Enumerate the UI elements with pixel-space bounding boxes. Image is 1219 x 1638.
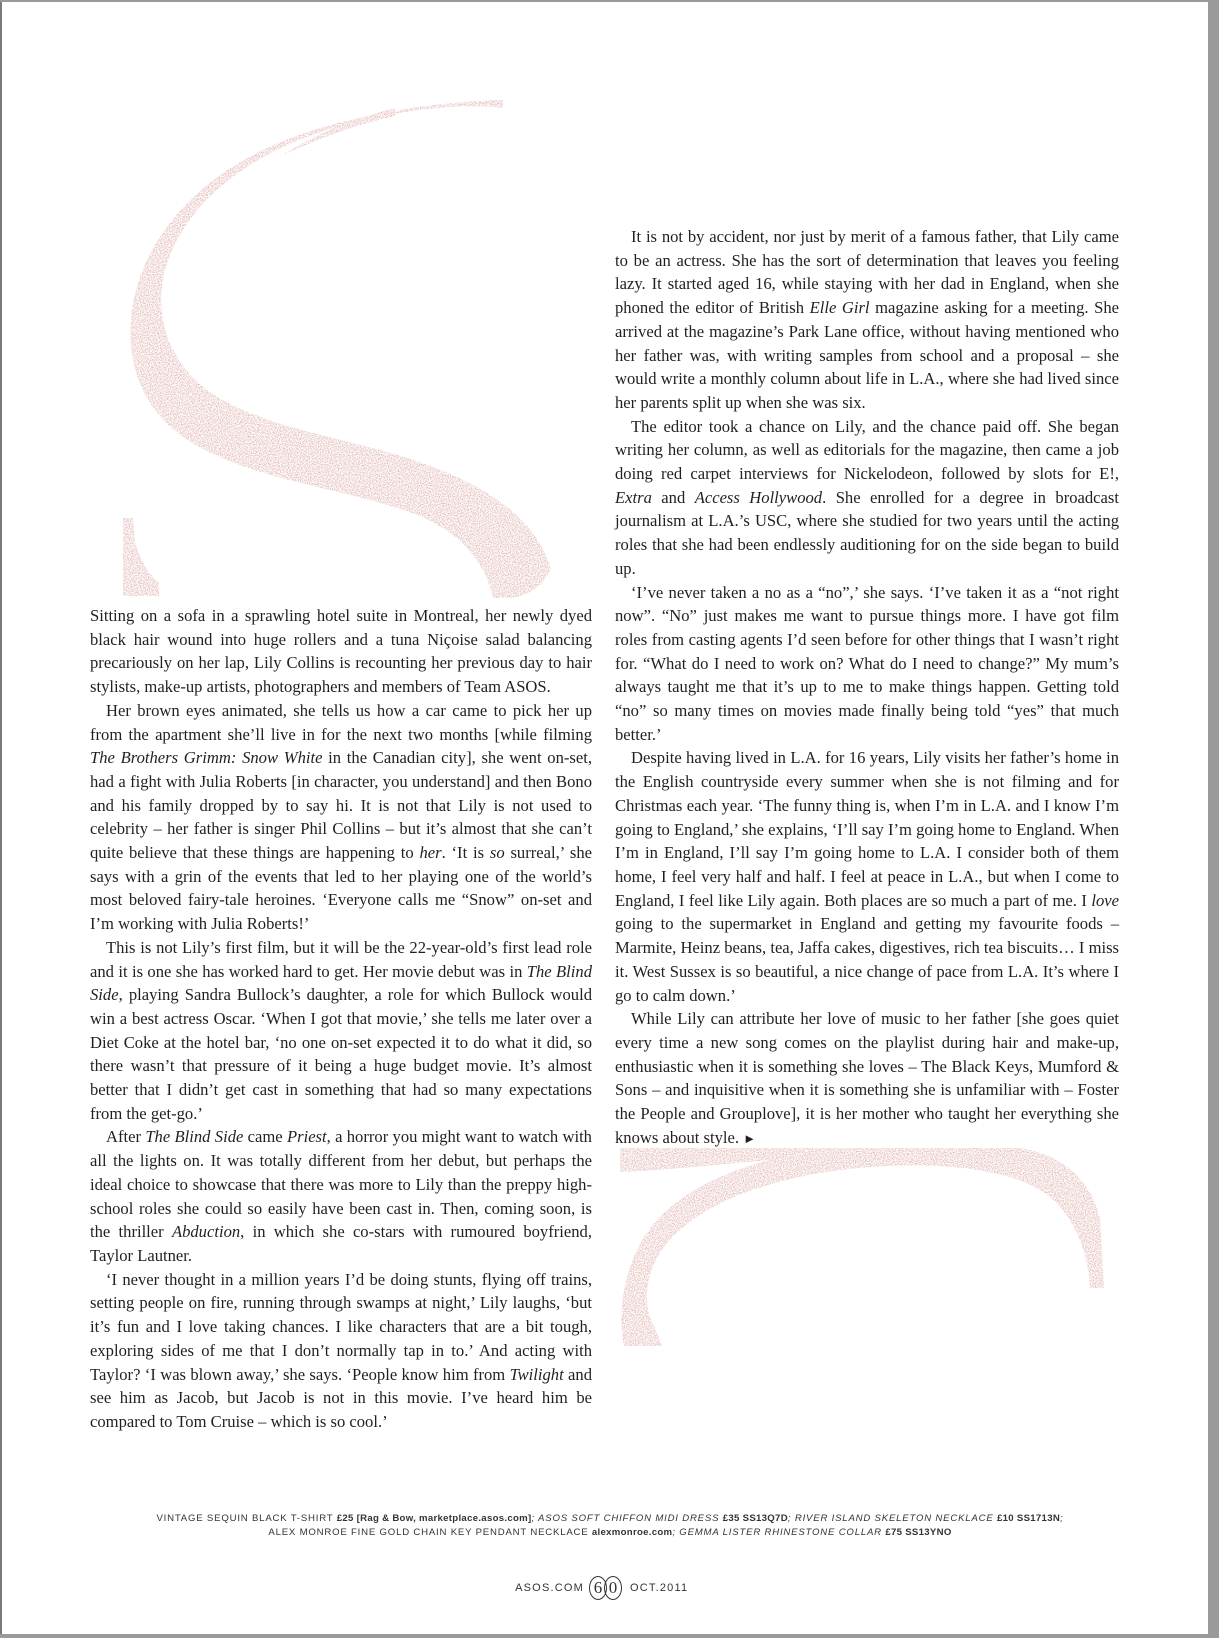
paragraph xyxy=(90,1268,592,1434)
paragraph xyxy=(90,1125,592,1267)
film-title: Priest xyxy=(286,1127,327,1147)
credit-price: £10 SS1713N xyxy=(997,1513,1061,1524)
credit-price: alexmonroe.com xyxy=(591,1527,673,1538)
film-title: Abduction xyxy=(171,1222,241,1242)
paragraph-text: and see him as Jacob, but Jacob is not in this movie. I’ve heard him be compared to Tom Cruise – which is so cool.’ xyxy=(90,1364,593,1431)
credits-line xyxy=(80,1526,1140,1540)
film-title: The Blind Side xyxy=(145,1127,244,1147)
film-title: The Brothers Grimm: Snow White xyxy=(90,748,323,768)
credit-item: ; RIVER ISLAND SKELETON NECKLACE xyxy=(787,1513,998,1524)
paragraph xyxy=(615,415,1119,581)
paragraph-text: ‘I’ve never taken a no as a “no”,’ she says. ‘I’ve taken it as a “not right now”. “No” just makes me want to pursue things more. I have got film roles from casting agents I’d seen before for other things that I wasn’t right for. “What do I need to work on? What do I need to change?” My mum’s always taught me that it’s up to me to make things happen. Getting told “no” so many times on movies made finally being told “yes” that much better.’ xyxy=(615,582,1119,744)
film-title: The Blind Side xyxy=(90,961,592,1005)
paragraph-text: came xyxy=(243,1127,287,1147)
paragraph-text: This is not Lily’s first film, but it will be the 22-year-old’s first lead role and it is one she has worked hard to get. Her movie debut was in xyxy=(90,937,592,981)
paragraph-text: surreal,’ she says with a grin of the events that led to her playing one of the world’s most beloved fairy-tale heroines. ‘Everyone calls me “Snow” on-set and I’m working with Julia Roberts!’ xyxy=(90,843,592,934)
page-frame-bottom xyxy=(0,1634,1219,1638)
paragraph-text: and xyxy=(651,487,695,507)
page-footer xyxy=(460,1576,760,1604)
page-number-digit: 0 xyxy=(604,1576,622,1600)
emphasis: love xyxy=(1091,890,1119,910)
credit-item: ; GEMMA LISTER RHINESTONE COLLAR xyxy=(672,1527,886,1538)
show-title: Access Hollywood xyxy=(694,487,823,507)
page-frame-right xyxy=(1208,0,1219,1638)
film-title: Twilight xyxy=(509,1364,564,1384)
show-title: Extra xyxy=(615,487,652,507)
paragraph xyxy=(90,936,592,1126)
magazine-title: Elle Girl xyxy=(809,298,870,318)
paragraph xyxy=(615,746,1119,1007)
emphasis: so xyxy=(489,843,505,863)
fashion-credits xyxy=(80,1512,1140,1540)
credit-price: £75 SS13YNO xyxy=(885,1527,952,1538)
page-frame-left xyxy=(0,0,2,1638)
paragraph-text: The editor took a chance on Lily, and the chance paid off. She began writing her column, as well as editorials for the magazine, then came a job doing red carpet interviews for Nickelodeon, followed by slots for E!, xyxy=(615,416,1119,484)
paragraph-text: . ‘It is xyxy=(441,843,490,863)
decorative-letter-s-bottom xyxy=(620,1148,1105,1346)
emphasis: her xyxy=(419,843,442,863)
paragraph-text: It is not by accident, nor just by merit of a famous father, that Lily came to be an actress. She has the sort of determination that leaves you feeling lazy. It started aged 16, while staying with her dad in England, when she phoned the editor of British xyxy=(615,227,1119,318)
paragraph-text: magazine asking for a meeting. She arrived at the magazine’s Park Lane office, without having mentioned who her father was, with writing samples from school and a proposal – she would write a monthly column about life in L.A., where she had lived since her parents split up when she was six. xyxy=(615,298,1119,412)
paragraph xyxy=(615,1007,1119,1150)
paragraph-text: , playing Sandra Bullock’s daughter, a role for which Bullock would win a best actress Oscar. ‘When I got that movie,’ she tells me later over a Diet Coke at the hotel bar, ‘no one on-set expected it to do what it did, so there wasn’t that pressure of it being a huge budget movie. It’s almost better that I didn’t get cast in something that had so many expectations from the get-go.’ xyxy=(90,985,592,1123)
issue-date: OCT.2011 xyxy=(630,1582,689,1594)
article-right-column xyxy=(615,225,1119,1150)
continue-arrow-icon: ► xyxy=(743,1130,757,1146)
paragraph-text: Her brown eyes animated, she tells us how a car came to pick her up from the apartment she’ll live in for the next two months [while filming xyxy=(90,700,592,744)
paragraph-text: in the Canadian city], she went on-set, had a fight with Julia Roberts [in character, you understand] and then Bono and his family dropped by to say hi. It is not that Lily is not used to celebrity – her father is singer Phil Collins – but it’s almost that she can’t quite believe that these things are happening to xyxy=(90,748,592,863)
paragraph-text: ‘I never thought in a million years I’d be doing stunts, flying off trains, setting people on fire, running through swamps at night,’ Lily laughs, ‘but it’s fun and I love taking chances. I like characters that are a bit tough, exploring sides of me that I don’t normally tap in to.’ And acting with Taylor? ‘I was blown away,’ she says. ‘People know him from xyxy=(90,1269,592,1384)
credit-item: ; ASOS SOFT CHIFFON MIDI DRESS xyxy=(531,1513,723,1524)
paragraph xyxy=(615,225,1119,415)
credit-price: £35 SS13Q7D xyxy=(722,1513,788,1524)
paragraph-text: Sitting on a sofa in a sprawling hotel suite in Montreal, her newly dyed black hair wound into huge rollers and a tuna Niçoise salad balancing precariously on her lap, Lily Collins is recounting her previous day to hair stylists, make-up artists, photographers and members of Team ASOS. xyxy=(90,606,592,697)
paragraph xyxy=(615,581,1119,747)
paragraph-text: While Lily can attribute her love of music to her father [she goes quiet every time a new song comes on the playlist during hair and make-up, enthusiastic when it is something she loves – The Black Keys, Mumford & Sons – and inquisitive when it is something she is unfamiliar with – Foster the People and Grouplove], it is her mother who taught her everything she knows about style. xyxy=(615,1009,1119,1147)
paragraph-text: going to the supermarket in England and getting my favourite foods – Marmite, Heinz beans, tea, Jaffa cakes, digestives, rich tea biscuits… I miss it. West Sussex is so beautiful, a nice change of pace from L.A. It’s where I go to calm down.’ xyxy=(615,914,1119,1005)
paragraph xyxy=(90,699,592,936)
paragraph-text: . She enrolled for a degree in broadcast journalism at L.A.’s USC, where she studied for two years until the acting roles that she had been endlessly auditioning for on the side began to build up. xyxy=(615,487,1119,578)
paragraph xyxy=(90,604,592,699)
paragraph-text: , in which she co-stars with rumoured boyfriend, Taylor Lautner. xyxy=(90,1222,592,1265)
credit-separator: ; xyxy=(1060,1513,1064,1524)
credit-item: ALEX MONROE FINE GOLD CHAIN KEY PENDANT NECKLACE xyxy=(268,1527,592,1538)
site-name: ASOS.COM xyxy=(515,1582,584,1594)
page-frame-top xyxy=(0,0,1219,2)
page-number xyxy=(589,1576,625,1600)
credits-line xyxy=(80,1512,1140,1526)
credit-item: VINTAGE SEQUIN BLACK T-SHIRT xyxy=(156,1513,337,1524)
decorative-letter-s-top xyxy=(95,100,580,598)
paragraph-text: After xyxy=(106,1127,146,1147)
credit-price: £25 [Rag & Bow, marketplace.asos.com] xyxy=(336,1513,532,1524)
article-left-column xyxy=(90,604,592,1434)
paragraph-text: , a horror you might want to watch with all the lights on. It was totally different from her debut, but perhaps the ideal choice to showcase that there was more to Lily than the preppy high-school roles she could so easily have been cast in. Then, coming soon, is the thriller xyxy=(90,1127,592,1242)
paragraph-text: Despite having lived in L.A. for 16 years, Lily visits her father’s home in the English countryside every summer when she is not filming and for Christmas each year. ‘The funny thing is, when I’m in L.A. and I know I’m going to England,’ she explains, ‘I’ll say I’m going home to England. When I’m in England, I’ll say I’m going home to L.A. I consider both of them home, I feel very half and half. I feel at peace in L.A., but when I come to England, I feel like Lily again. Both places are so much a part of me. I xyxy=(615,748,1120,910)
page-number-digit: 6 xyxy=(589,1576,607,1600)
